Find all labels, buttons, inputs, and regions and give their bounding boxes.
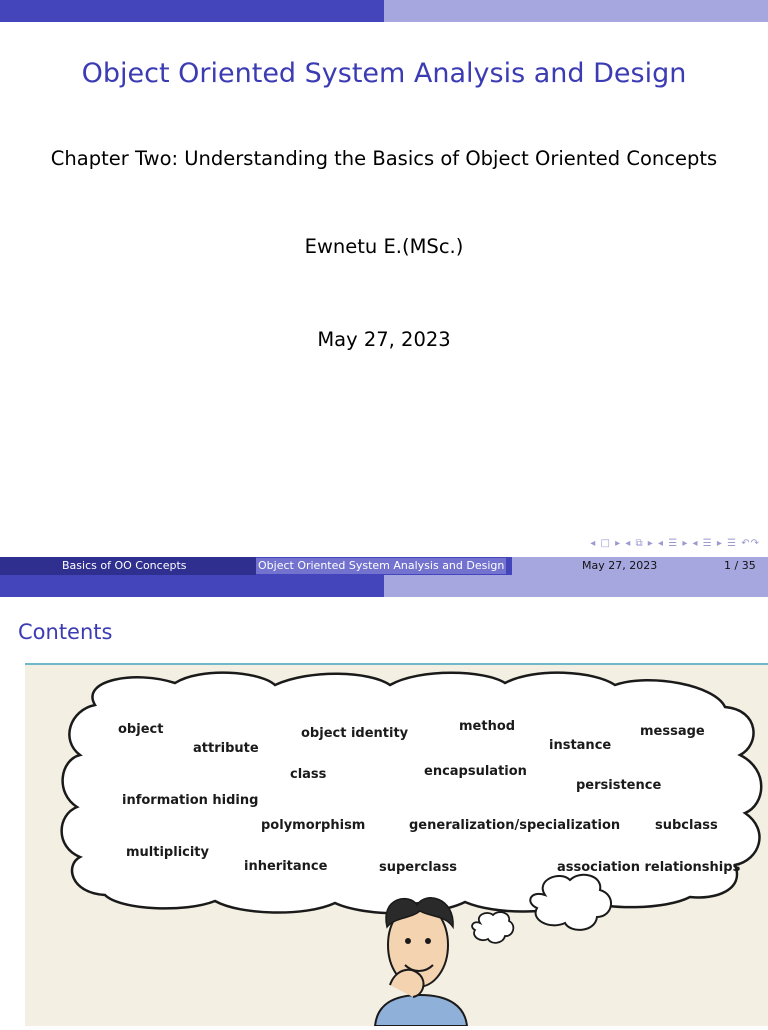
term-attribute: attribute [193,741,259,756]
term-object-identity: object identity [301,726,409,741]
slide2-header-bar-right [384,575,768,597]
term-association-relationships: association relationships [557,860,741,875]
slide2-header-bar-left [0,575,384,597]
term-multiplicity: multiplicity [126,845,209,860]
concept-cloud-figure [25,663,768,1026]
thought-cloud-illustration [25,665,768,1026]
contents-heading: Contents [18,620,113,644]
term-superclass: superclass [379,860,457,875]
slide-title: Object Oriented System Analysis and Design [81,58,687,89]
term-information-hiding: information hiding [122,793,259,808]
footer-date-label: May 27, 2023 [582,559,658,572]
beamer-navigation-icons[interactable]: ◂ □ ▸ ◂ ⧉ ▸ ◂ ☰ ▸ ◂ ☰ ▸ ☰ ↶↷ [590,538,760,549]
term-class: class [290,767,327,782]
slide1-header-bar-right [384,0,768,22]
slide-date: May 27, 2023 [317,328,451,351]
term-polymorphism: polymorphism [261,818,366,833]
term-instance: instance [549,738,612,753]
term-inheritance: inheritance [244,859,328,874]
term-message: message [640,724,705,739]
term-subclass: subclass [655,818,718,833]
term-persistence: persistence [576,778,662,793]
slide-author: Ewnetu E.(MSc.) [304,235,464,258]
footer-course-label: Object Oriented System Analysis and Design [258,559,505,572]
term-generalization-specialization: generalization/specialization [409,818,621,833]
slide-subtitle: Chapter Two: Understanding the Basics of Object Oriented Concepts [50,147,718,170]
footer-section-label: Basics of OO Concepts [62,559,187,572]
cartoon-person [375,898,467,1026]
term-object: object [118,722,164,737]
footer-page-number: 1 / 35 [724,559,756,572]
term-encapsulation: encapsulation [424,764,527,779]
slide1-header-bar-left [0,0,384,22]
thought-bubble-small [472,912,513,943]
term-method: method [459,719,516,734]
